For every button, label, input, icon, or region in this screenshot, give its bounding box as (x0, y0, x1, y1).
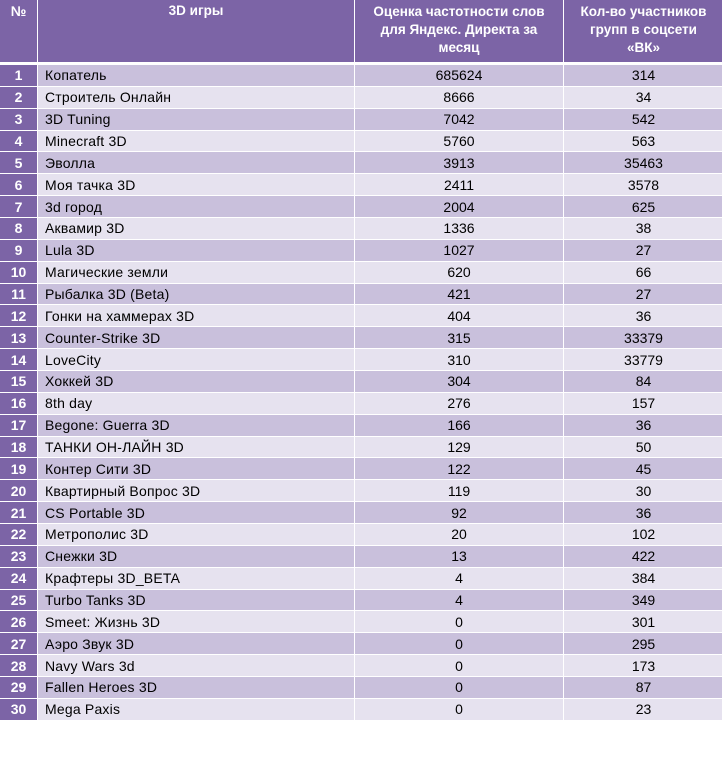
yandex-frequency-cell (355, 415, 563, 436)
header-vk-members-line: групп в соцсети (590, 22, 697, 37)
vk-members-value: 563 (631, 133, 656, 149)
yandex-frequency-value: 166 (447, 417, 471, 434)
table-row (0, 284, 722, 305)
header-vk-members (564, 0, 722, 62)
vk-members-cell (564, 633, 722, 654)
vk-members-cell (564, 502, 722, 523)
yandex-frequency-cell (355, 480, 563, 501)
table-row (0, 87, 722, 108)
yandex-frequency-value: 3913 (443, 154, 475, 171)
yandex-frequency-value: 1336 (443, 220, 475, 237)
row-number: 9 (0, 240, 37, 261)
yandex-frequency-value: 685624 (435, 67, 483, 84)
vk-members-value: 422 (631, 548, 656, 565)
vk-members-value: 314 (631, 67, 656, 84)
table-row (0, 65, 722, 86)
vk-members-cell (564, 568, 722, 589)
yandex-frequency-value: 304 (447, 373, 471, 390)
yandex-frequency-cell (355, 196, 563, 217)
table-row (0, 349, 722, 370)
row-number: 17 (0, 415, 37, 436)
vk-members-cell (564, 196, 722, 217)
table-row (0, 546, 722, 567)
yandex-frequency-value: 310 (447, 351, 471, 368)
yandex-frequency-cell (355, 109, 563, 130)
vk-members-cell (564, 327, 722, 348)
row-number: 24 (0, 568, 37, 589)
row-number: 5 (0, 152, 37, 173)
yandex-frequency-cell (355, 699, 563, 720)
yandex-frequency-cell (355, 611, 563, 632)
vk-members-value: 45 (635, 460, 652, 477)
yandex-frequency-cell (355, 655, 563, 676)
yandex-frequency-value: 315 (447, 329, 471, 346)
game-name: CS Portable 3D (38, 502, 354, 523)
yandex-frequency-cell (355, 458, 563, 479)
row-number: 27 (0, 633, 37, 654)
table-row (0, 458, 722, 479)
game-name: Магические земли (38, 262, 354, 283)
yandex-frequency-value: 404 (447, 307, 471, 324)
header-game-name: 3D игры (38, 0, 354, 62)
vk-members-cell (564, 218, 722, 239)
yandex-frequency-value: 2004 (443, 198, 475, 215)
yandex-frequency-cell (355, 590, 563, 611)
row-number: 4 (0, 131, 37, 152)
vk-members-cell (564, 590, 722, 611)
vk-members-value: 23 (635, 701, 652, 718)
row-number: 8 (0, 218, 37, 239)
table-row (0, 568, 722, 589)
yandex-frequency-value: 20 (451, 526, 467, 543)
yandex-frequency-value: 4 (455, 570, 463, 587)
table-body (0, 65, 722, 721)
yandex-frequency-cell (355, 240, 563, 261)
yandex-frequency-value: 5760 (443, 133, 475, 149)
game-name: Navy Wars 3d (38, 655, 354, 676)
vk-members-value: 301 (631, 613, 656, 630)
row-number: 29 (0, 677, 37, 698)
yandex-frequency-value: 4 (455, 592, 463, 609)
vk-members-value: 349 (631, 592, 656, 609)
row-number: 1 (0, 65, 37, 86)
yandex-frequency-cell (355, 633, 563, 654)
header-yandex-frequency (355, 0, 563, 62)
yandex-frequency-cell (355, 371, 563, 392)
vk-members-cell (564, 109, 722, 130)
game-name: Гонки на хаммерах 3D (38, 305, 354, 326)
yandex-frequency-cell (355, 437, 563, 458)
yandex-frequency-value: 7042 (443, 111, 475, 128)
yandex-frequency-cell (355, 218, 563, 239)
game-name: Квартирный Вопрос 3D (38, 480, 354, 501)
game-name: Smeet: Жизнь 3D (38, 611, 354, 632)
row-number: 2 (0, 87, 37, 108)
row-number: 19 (0, 458, 37, 479)
table-row (0, 327, 722, 348)
game-name: Контер Сити 3D (38, 458, 354, 479)
row-number: 25 (0, 590, 37, 611)
vk-members-value: 87 (635, 679, 652, 696)
vk-members-value: 84 (635, 373, 652, 390)
yandex-frequency-cell (355, 262, 563, 283)
game-name: LoveCity (38, 349, 354, 370)
row-number: 18 (0, 437, 37, 458)
table-row (0, 174, 722, 195)
row-number: 12 (0, 305, 37, 326)
vk-members-value: 384 (631, 570, 656, 587)
table-row (0, 196, 722, 217)
vk-members-cell (564, 393, 722, 414)
game-name: Моя тачка 3D (38, 174, 354, 195)
vk-members-value: 30 (635, 482, 652, 499)
vk-members-value: 173 (631, 657, 656, 674)
yandex-frequency-value: 421 (447, 286, 471, 303)
vk-members-value: 34 (635, 89, 652, 106)
table-row (0, 655, 722, 676)
vk-members-cell (564, 371, 722, 392)
vk-members-cell (564, 415, 722, 436)
vk-members-cell (564, 546, 722, 567)
yandex-frequency-value: 13 (451, 548, 467, 565)
table-row (0, 480, 722, 501)
row-number: 22 (0, 524, 37, 545)
vk-members-value: 33379 (624, 329, 663, 346)
vk-members-value: 3578 (627, 176, 660, 193)
row-number: 15 (0, 371, 37, 392)
vk-members-cell (564, 240, 722, 261)
table-row (0, 131, 722, 152)
vk-members-value: 102 (631, 526, 656, 543)
vk-members-cell (564, 677, 722, 698)
table-row (0, 305, 722, 326)
vk-members-cell (564, 524, 722, 545)
game-name: Counter-Strike 3D (38, 327, 354, 348)
vk-members-value: 36 (635, 307, 652, 324)
vk-members-value: 36 (635, 504, 652, 521)
table-row (0, 633, 722, 654)
game-name: Эволла (38, 152, 354, 173)
yandex-frequency-value: 8666 (443, 89, 475, 106)
header-number: № (0, 0, 37, 62)
game-name: Minecraft 3D (38, 131, 354, 152)
yandex-frequency-value: 0 (455, 657, 463, 674)
game-name: Метрополис 3D (38, 524, 354, 545)
yandex-frequency-cell (355, 284, 563, 305)
header-yandex-frequency-line: для Яндекс. Директа за (380, 22, 538, 37)
table-row (0, 393, 722, 414)
header-yandex-frequency-line: Оценка частотности слов (373, 4, 545, 19)
row-number: 10 (0, 262, 37, 283)
table-row (0, 502, 722, 523)
game-name: Аэро Звук 3D (38, 633, 354, 654)
vk-members-cell (564, 305, 722, 326)
game-name: Снежки 3D (38, 546, 354, 567)
game-name: 3d город (38, 196, 354, 217)
yandex-frequency-cell (355, 546, 563, 567)
row-number: 16 (0, 393, 37, 414)
game-name: 8th day (38, 393, 354, 414)
vk-members-cell (564, 174, 722, 195)
row-number: 7 (0, 196, 37, 217)
vk-members-value: 36 (635, 417, 652, 434)
table-row (0, 590, 722, 611)
vk-members-value: 295 (631, 635, 656, 652)
yandex-frequency-cell (355, 87, 563, 108)
table-row (0, 152, 722, 173)
vk-members-cell (564, 349, 722, 370)
row-number: 26 (0, 611, 37, 632)
row-number: 14 (0, 349, 37, 370)
vk-members-value: 66 (635, 264, 652, 281)
game-name: Lula 3D (38, 240, 354, 261)
header-vk-members-line: «ВК» (626, 40, 660, 55)
yandex-frequency-value: 0 (455, 701, 463, 718)
yandex-frequency-value: 276 (447, 395, 471, 412)
table-row (0, 699, 722, 720)
vk-members-cell (564, 284, 722, 305)
row-number: 23 (0, 546, 37, 567)
yandex-frequency-value: 0 (455, 613, 463, 630)
yandex-frequency-value: 122 (447, 460, 471, 477)
game-name: Mega Paxis (38, 699, 354, 720)
yandex-frequency-value: 129 (447, 439, 471, 456)
vk-members-cell (564, 458, 722, 479)
vk-members-cell (564, 611, 722, 632)
vk-members-cell (564, 437, 722, 458)
vk-members-value: 542 (631, 111, 656, 128)
row-number: 6 (0, 174, 37, 195)
game-name: 3D Tuning (38, 109, 354, 130)
yandex-frequency-value: 119 (447, 482, 471, 499)
row-number: 28 (0, 655, 37, 676)
row-number: 3 (0, 109, 37, 130)
row-number: 13 (0, 327, 37, 348)
table-row (0, 240, 722, 261)
vk-members-cell (564, 480, 722, 501)
yandex-frequency-cell (355, 131, 563, 152)
yandex-frequency-cell (355, 349, 563, 370)
yandex-frequency-cell (355, 677, 563, 698)
table-row (0, 371, 722, 392)
yandex-frequency-cell (355, 502, 563, 523)
table-row (0, 611, 722, 632)
row-number: 21 (0, 502, 37, 523)
vk-members-cell (564, 65, 722, 86)
vk-members-value: 35463 (624, 154, 663, 171)
vk-members-value: 50 (635, 439, 652, 456)
header-vk-members-line: Кол-во участников (580, 4, 707, 19)
vk-members-value: 157 (631, 395, 656, 412)
yandex-frequency-cell (355, 65, 563, 86)
vk-members-value: 33779 (624, 351, 663, 368)
table-row (0, 262, 722, 283)
table-row (0, 415, 722, 436)
yandex-frequency-value: 1027 (443, 242, 475, 259)
table-row (0, 524, 722, 545)
table-row (0, 677, 722, 698)
game-name: Аквамир 3D (38, 218, 354, 239)
yandex-frequency-value: 2411 (443, 176, 475, 193)
table-header (0, 0, 722, 62)
yandex-frequency-cell (355, 305, 563, 326)
vk-members-cell (564, 699, 722, 720)
vk-members-cell (564, 131, 722, 152)
vk-members-cell (564, 152, 722, 173)
row-number: 20 (0, 480, 37, 501)
yandex-frequency-cell (355, 174, 563, 195)
row-number: 11 (0, 284, 37, 305)
table-row (0, 218, 722, 239)
yandex-frequency-value: 0 (455, 679, 463, 696)
yandex-frequency-cell (355, 393, 563, 414)
game-name: ТАНКИ ОН-ЛАЙН 3D (38, 437, 354, 458)
vk-members-cell (564, 655, 722, 676)
game-name: Крафтеры 3D_BETA (38, 568, 354, 589)
game-name: Строитель Онлайн (38, 87, 354, 108)
yandex-frequency-cell (355, 568, 563, 589)
vk-members-value: 38 (635, 220, 652, 237)
yandex-frequency-value: 0 (455, 635, 463, 652)
game-name: Fallen Heroes 3D (38, 677, 354, 698)
vk-members-value: 625 (631, 198, 656, 215)
game-name: Рыбалка 3D (Beta) (38, 284, 354, 305)
vk-members-cell (564, 262, 722, 283)
game-name: Хоккей 3D (38, 371, 354, 392)
header-yandex-frequency-line: месяц (438, 40, 480, 55)
row-number: 30 (0, 699, 37, 720)
vk-members-value: 27 (635, 286, 652, 303)
yandex-frequency-cell (355, 524, 563, 545)
table-row (0, 109, 722, 130)
vk-members-cell (564, 87, 722, 108)
game-name: Копатель (38, 65, 354, 86)
yandex-frequency-value: 92 (451, 504, 467, 521)
game-name: Turbo Tanks 3D (38, 590, 354, 611)
yandex-frequency-cell (355, 327, 563, 348)
vk-members-value: 27 (635, 242, 652, 259)
yandex-frequency-cell (355, 152, 563, 173)
yandex-frequency-value: 620 (447, 264, 471, 281)
table-row (0, 437, 722, 458)
game-name: Begone: Guerra 3D (38, 415, 354, 436)
